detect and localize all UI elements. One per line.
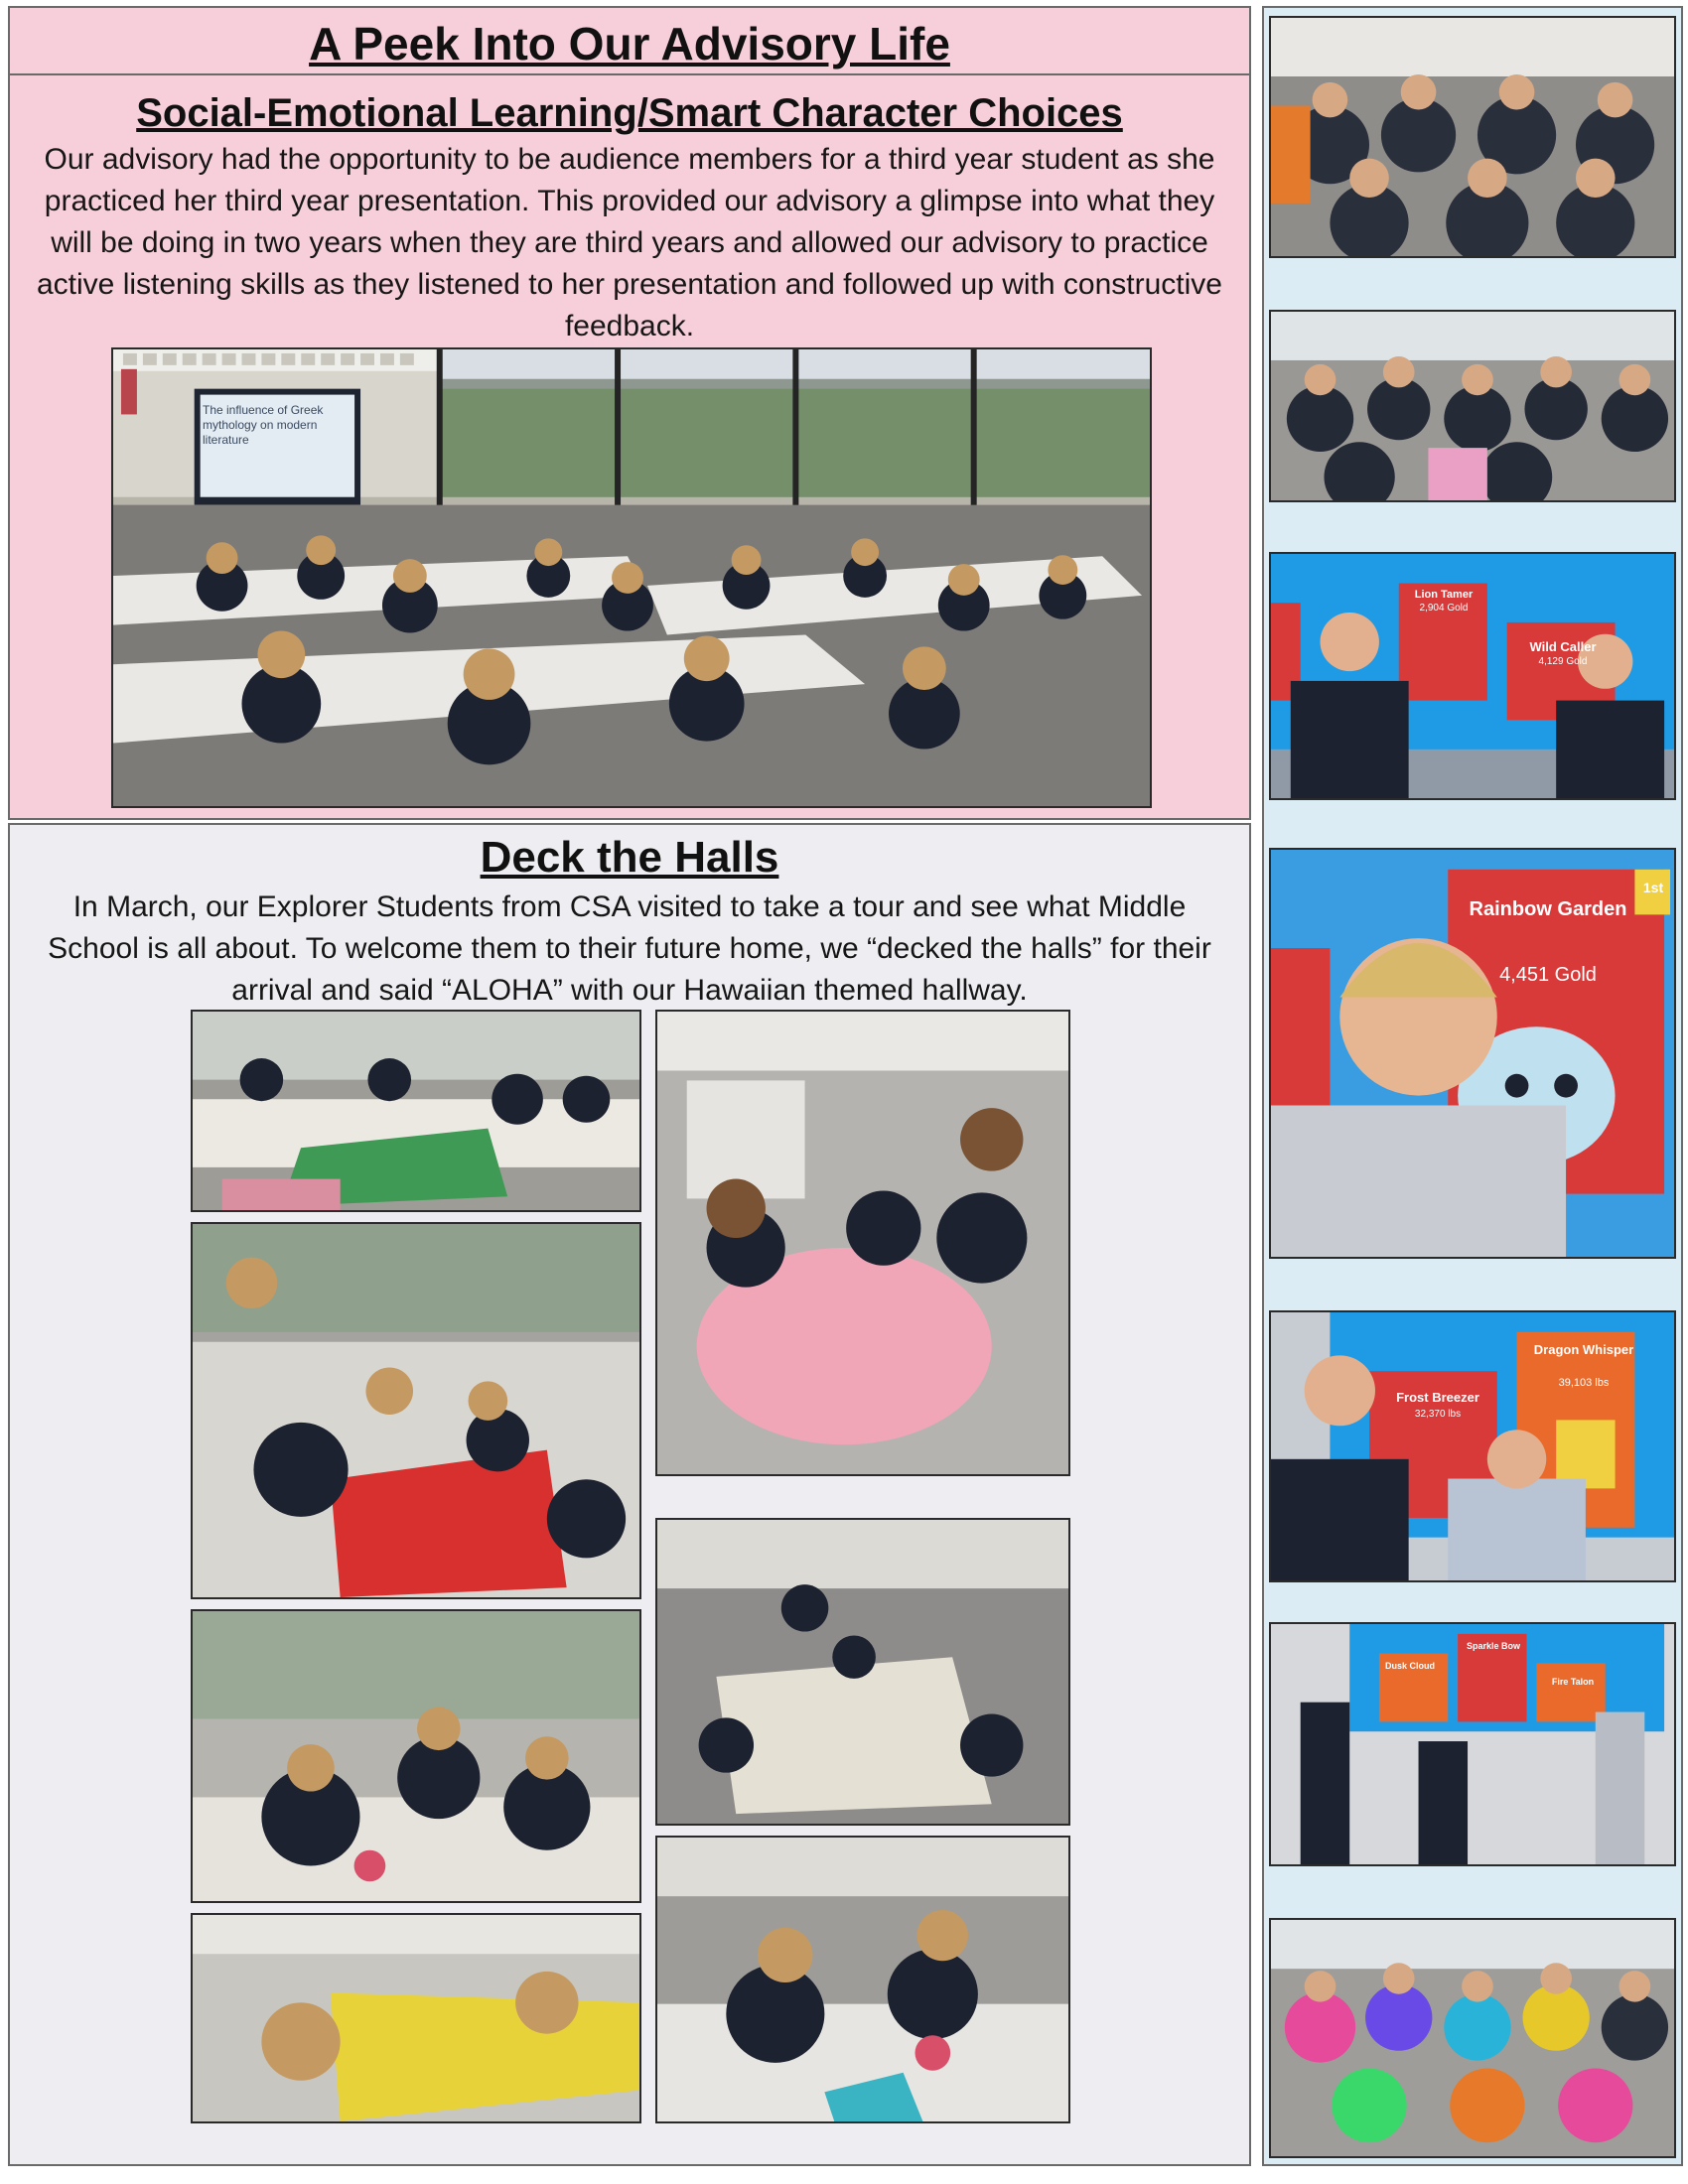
advisory-tie-dye-photo [1269,1918,1676,2158]
sel-section [8,6,1251,820]
game-4-label-a: Dusk Cloud [1384,1661,1435,1671]
sel-heading: Social-Emotional Learning/Smart Character Choices [136,91,1123,135]
game-leaderboard-photo-4 [1269,1622,1676,1866]
students-green-poster-photo [191,1010,641,1212]
deck-paragraph: In March, our Explorer Students from CSA visited to take a tour and see what Middle School is all about. To welcome them to their future home, we “decked the halls” for their arrival and said “ALOHA” with our Hawaiian themed hallway. [48,890,1211,1007]
students-yellow-poster-photo [191,1913,641,2123]
sel-paragraph: Our advisory had the opportunity to be audience members for a third year student as she practiced her third year presentation. This provided our advisory a glimpse into what they will be doing in two years when they are third years and allowed our advisory to practice active listening skills as they listened to her presentation and followed up with constructive feedback. [37,143,1222,342]
game-2-rank: 1st [1642,880,1664,895]
students-red-poster-photo [191,1222,641,1599]
game-1-value-a: 2,904 Gold [1419,603,1469,614]
game-1-value-b: 4,129 Gold [1538,656,1588,667]
photo-sidebar [1262,6,1683,2166]
presentation-slide-text: The influence of Greek mythology on modern literature [203,403,324,447]
game-3-value-b: 39,103 lbs [1558,1377,1610,1389]
game-3-value-a: 32,370 lbs [1414,1409,1462,1420]
game-2-value-a: 4,451 Gold [1499,964,1597,986]
advisory-group-photo-2 [1269,310,1676,502]
students-flower-drawing-photo [191,1609,641,1903]
deck-heading: Deck the Halls [480,833,779,882]
students-flower-coloring-photo [655,1836,1070,2123]
game-1-label-b: Wild Caller [1529,639,1597,654]
game-4-label-b: Sparkle Bow [1466,1641,1521,1651]
page-title: A Peek Into Our Advisory Life [10,8,1249,75]
game-4-label-c: Fire Talon [1551,1677,1595,1687]
students-floor-poster-photo [655,1518,1070,1826]
game-2-label-a: Rainbow Garden [1469,898,1627,920]
students-pink-surfboard-photo [655,1010,1070,1476]
game-3-label-a: Frost Breezer [1396,1390,1479,1405]
game-3-label-b: Dragon Whisper [1533,1342,1634,1357]
deck-section [8,823,1251,2166]
game-1-label-a: Lion Tamer [1414,589,1474,601]
advisory-group-photo-1 [1269,16,1676,258]
